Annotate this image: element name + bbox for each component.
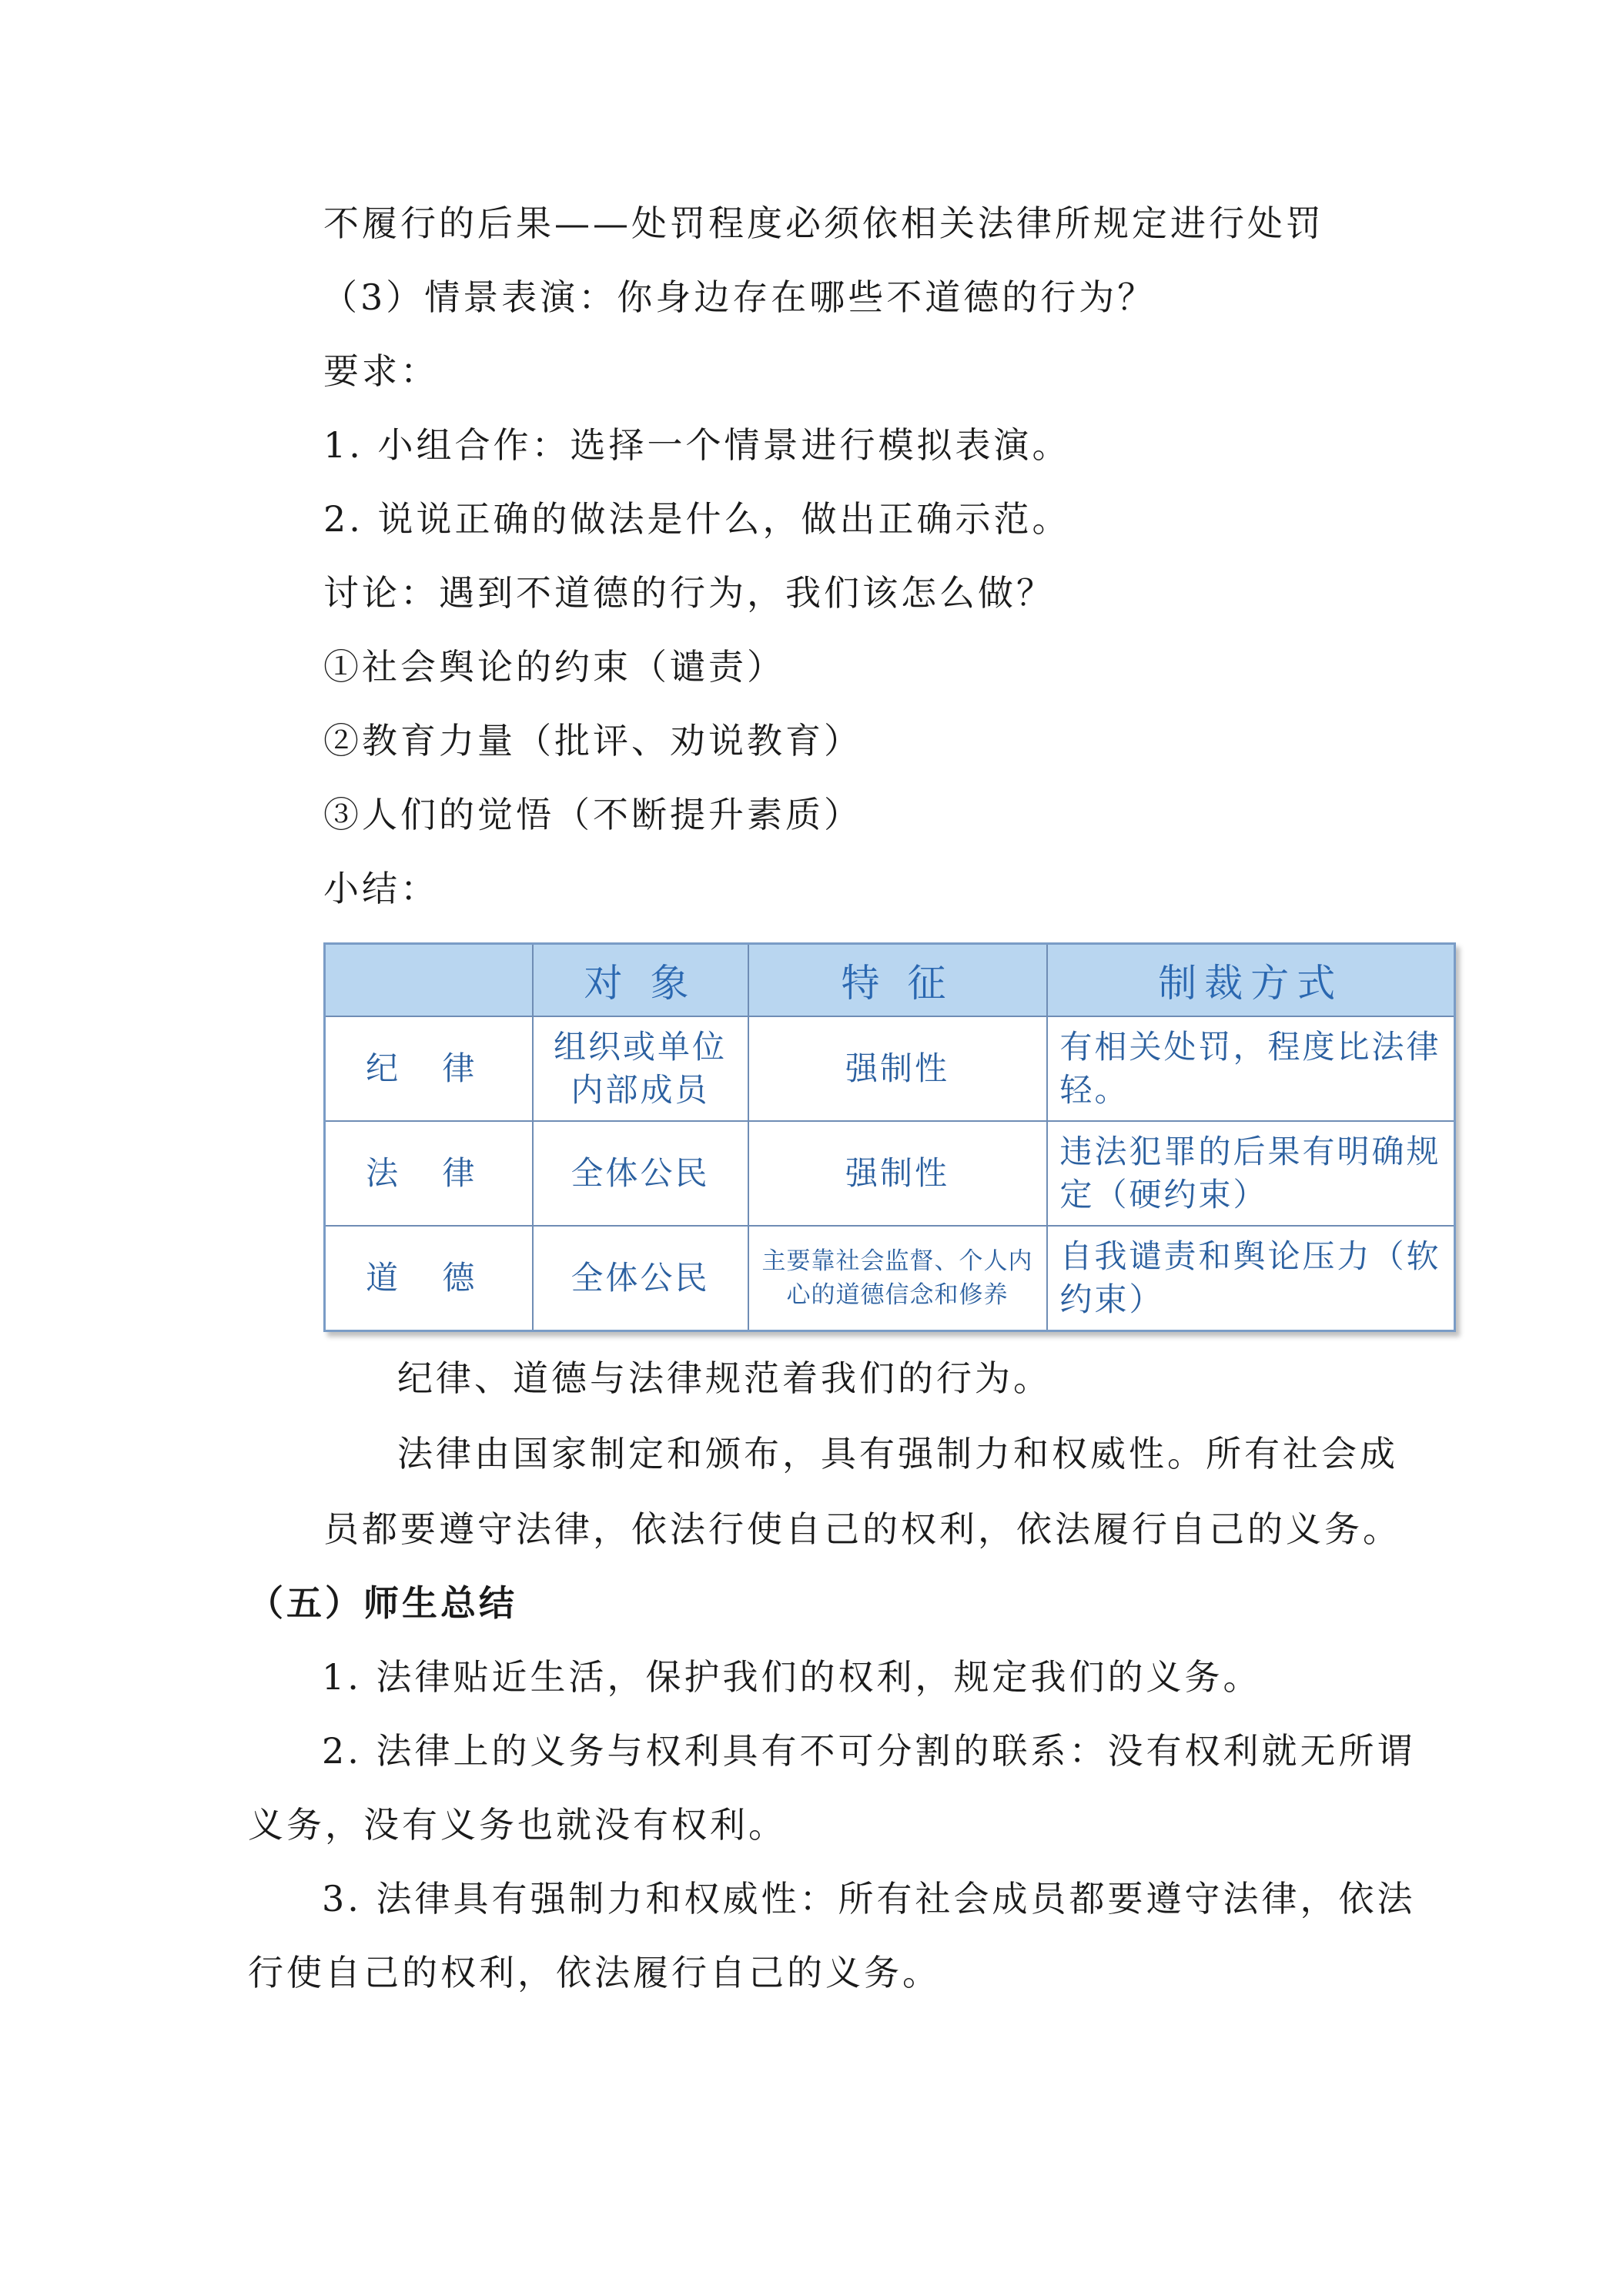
summary-item-3-line2: 行使自己的权利，依法履行自己的义务。	[248, 1952, 941, 1993]
section-title: （五）师生总结	[248, 1582, 517, 1624]
summary-item-1: 1. 法律贴近生活，保护我们的权利，规定我们的义务。	[322, 1656, 1262, 1698]
paragraph-requirements: 要求：	[323, 350, 439, 392]
row-object: 全体公民	[533, 1226, 748, 1331]
paragraph-discussion: 讨论：遇到不道德的行为，我们该怎么做？	[323, 572, 1055, 614]
row-sanction: 违法犯罪的后果有明确规定（硬约束）	[1047, 1121, 1455, 1226]
row-feature: 强制性	[748, 1121, 1047, 1226]
paragraph-law-authority-line1: 法律由国家制定和颁布，具有强制力和权威性。所有社会成	[397, 1433, 1398, 1474]
table-header-cell-feature: 特 征	[748, 944, 1047, 1017]
discussion-item-2: ②教育力量（批评、劝说教育）	[323, 720, 862, 761]
paragraph-summary-label: 小结：	[323, 868, 439, 909]
summary-item-3-line1: 3. 法律具有强制力和权威性：所有社会成员都要遵守法律，依法	[322, 1878, 1416, 1919]
discussion-item-1: ①社会舆论的约束（谴责）	[323, 646, 785, 688]
row-object: 组织或单位内部成员	[533, 1016, 748, 1121]
table-row	[325, 1121, 1455, 1226]
paragraph-law-authority-line2: 员都要遵守法律，依法行使自己的权利，依法履行自己的义务。	[323, 1508, 1401, 1550]
row-name-law: 法 律	[325, 1121, 533, 1226]
table-header-row	[325, 944, 1455, 1017]
paragraph-penalty: 不履行的后果——处罚程度必须依相关法律所规定进行处罚	[323, 202, 1324, 244]
table-header-cell-sanction: 制裁方式	[1047, 944, 1455, 1017]
requirement-item-2: 2. 说说正确的做法是什么，做出正确示范。	[323, 498, 1071, 540]
row-feature: 主要靠社会监督、个人内心的道德信念和修养	[748, 1226, 1047, 1331]
row-name-morality: 道 德	[325, 1226, 533, 1331]
row-object: 全体公民	[533, 1121, 748, 1226]
summary-item-2-line2: 义务，没有义务也就没有权利。	[248, 1804, 787, 1846]
comparison-table	[323, 942, 1456, 1332]
row-sanction: 有相关处罚，程度比法律轻。	[1047, 1016, 1455, 1121]
row-name-discipline: 纪 律	[325, 1016, 533, 1121]
discussion-item-3: ③人们的觉悟（不断提升素质）	[323, 794, 862, 835]
table-header-cell-empty	[325, 944, 533, 1017]
row-sanction: 自我谴责和舆论压力（软约束）	[1047, 1226, 1455, 1331]
table-header-cell-object: 对 象	[533, 944, 748, 1017]
row-feature: 强制性	[748, 1016, 1047, 1121]
summary-item-2-line1: 2. 法律上的义务与权利具有不可分割的联系：没有权利就无所谓	[322, 1730, 1416, 1772]
paragraph-norms: 纪律、道德与法律规范着我们的行为。	[397, 1357, 1052, 1399]
requirement-item-1: 1. 小组合作：选择一个情景进行模拟表演。	[323, 424, 1071, 466]
paragraph-role-play: （3）情景表演：你身边存在哪些不道德的行为？	[322, 276, 1156, 318]
table-row	[325, 1016, 1455, 1121]
table-row	[325, 1226, 1455, 1331]
